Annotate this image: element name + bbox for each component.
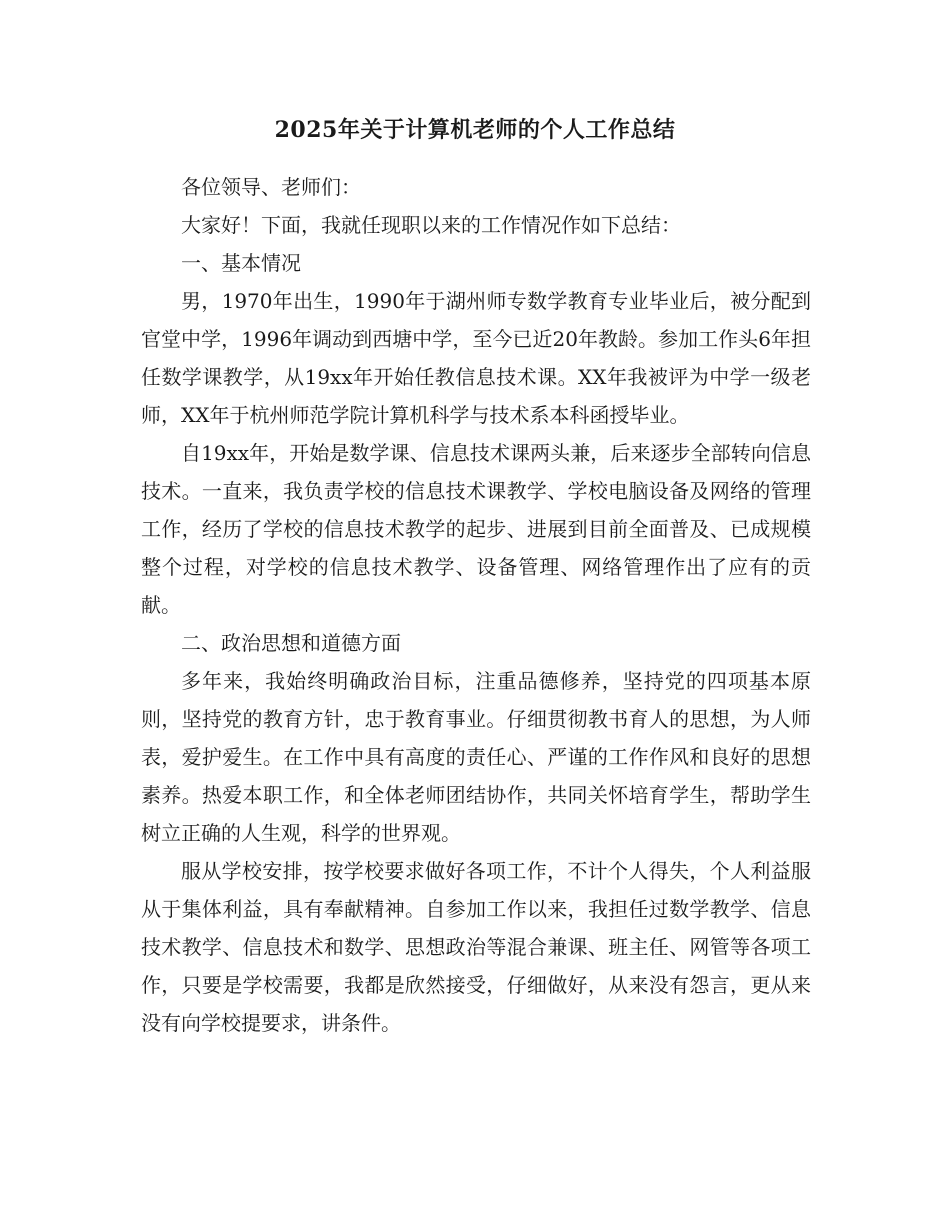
document-body [141,168,811,1042]
greeting-paragraph: 各位领导、老师们： [181,175,361,199]
body-paragraph: 多年来，我始终明确政治目标，注重品德修养，坚持党的四项基本原则，坚持党的教育方针，忠于教育事业。仔细贯彻教书育人的思想，为人师表，爱护爱生。在工作中具有高度的责任心、严谨的工作作风和良好的思想素养。热爱本职工作，和全体老师团结协作，共同关怀培育学生，帮助学生树立正确的人生观，科学的世界观。 [141,669,811,845]
document-title: 2025年关于计算机老师的个人工作总结 [274,117,676,143]
body-paragraph: 男，1970年出生，1990年于湖州师专数学教育专业毕业后，被分配到官堂中学，1996年调动到西塘中学，至今已近20年教龄。参加工作头6年担任数学课教学，从19xx年开始任教信息技术课。XX年我被评为中学一级老师，XX年于杭州师范学院计算机科学与技术系本科函授毕业。 [141,289,811,427]
section-heading-basic-info: 一、基本情况 [181,251,301,275]
intro-paragraph: 大家好！下面，我就任现职以来的工作情况作如下总结： [181,213,681,237]
section-heading-politics-ethics: 二、政治思想和道德方面 [181,631,401,655]
body-paragraph: 服从学校安排，按学校要求做好各项工作，不计个人得失，个人利益服从于集体利益，具有奉献精神。自参加工作以来，我担任过数学教学、信息技术教学、信息技术和数学、思想政治等混合兼课、班主任、网管等各项工作，只要是学校需要，我都是欣然接受，仔细做好，从来没有怨言，更从来没有向学校提要求，讲条件。 [141,859,811,1035]
body-paragraph: 自19xx年，开始是数学课、信息技术课两头兼，后来逐步全部转向信息技术。一直来，我负责学校的信息技术课教学、学校电脑设备及网络的管理工作，经历了学校的信息技术教学的起步、进展到目前全面普及、已成规模整个过程，对学校的信息技术教学、设备管理、网络管理作出了应有的贡献。 [141,441,811,617]
